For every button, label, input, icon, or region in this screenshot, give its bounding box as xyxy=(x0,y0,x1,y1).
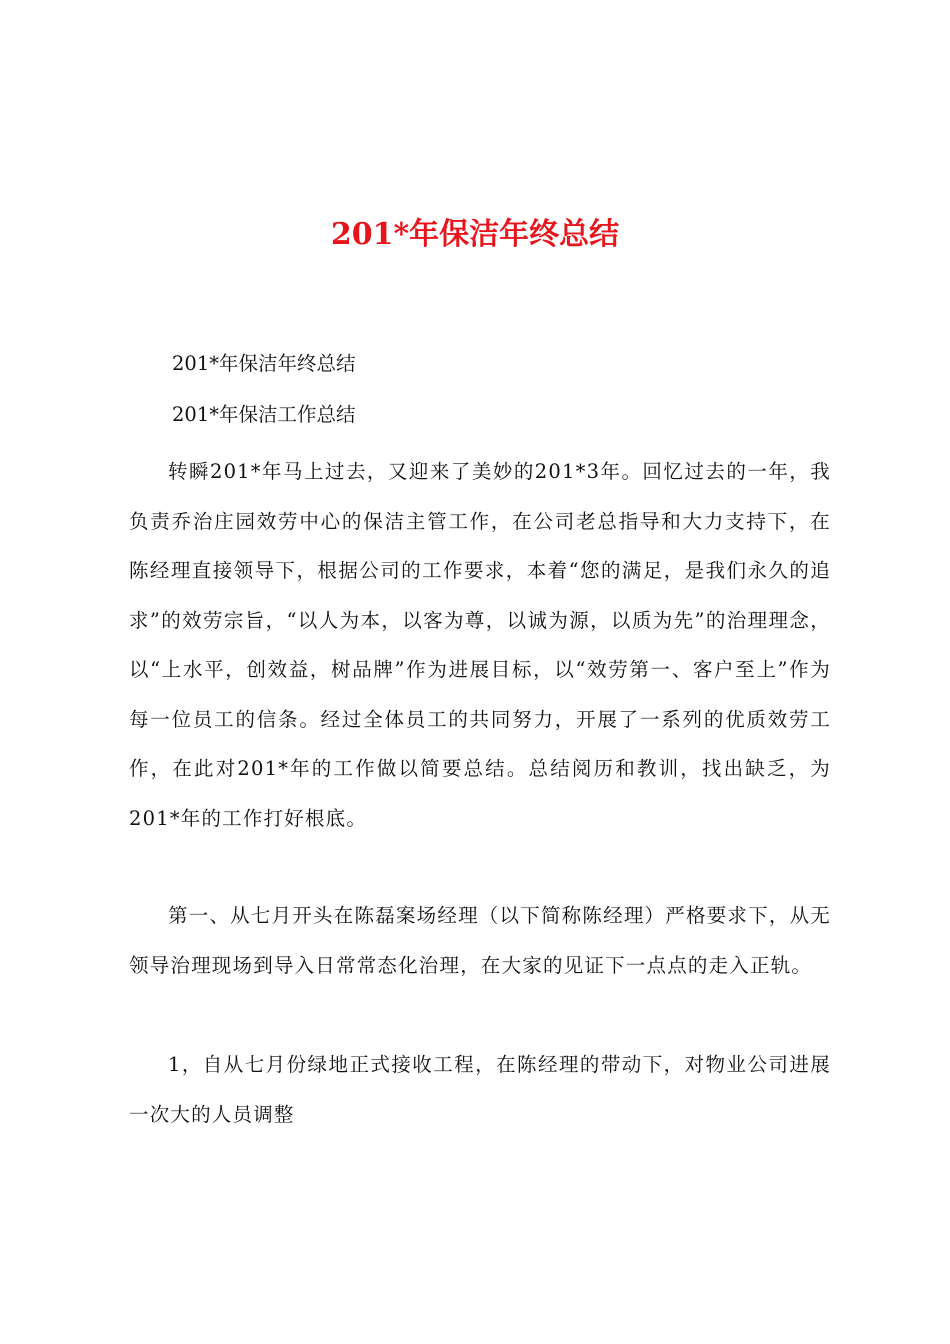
body-paragraph-first-section: 第一、从七月开头在陈磊案场经理（以下简称陈经理）严格要求下，从无领导治理现场到导入日常常态化治理，在大家的见证下一点点的走入正轨。 xyxy=(129,904,831,977)
heading-line-1: 201*年保洁年终总结 xyxy=(172,352,356,375)
body-paragraph-intro: 转瞬201*年马上过去，又迎来了美妙的201*3年。回忆过去的一年，我负责乔治庄园效劳中心的保洁主管工作，在公司老总指导和大力支持下，在陈经理直接领导下，根据公司的工作要求，本着“您的满足，是我们永久的追求”的效劳宗旨，“以人为本，以客为尊，以诚为源，以质为先”的治理理念，以“上水平，创效益，树品牌”作为进展目标，以“效劳第一、客户至上”作为每一位员工的信条。经过全体员工的共同努力，开展了一系列的优质效劳工作，在此对201*年的工作做以简要总结。总结阅历和教训，找出缺乏，为201*年的工作打好根底。 xyxy=(129,460,831,830)
document-title: 201*年保洁年终总结 xyxy=(330,217,620,252)
body-paragraph-item-1: 1，自从七月份绿地正式接收工程，在陈经理的带动下，对物业公司进展一次大的人员调整 xyxy=(129,1053,831,1126)
heading-line-2: 201*年保洁工作总结 xyxy=(172,403,356,426)
